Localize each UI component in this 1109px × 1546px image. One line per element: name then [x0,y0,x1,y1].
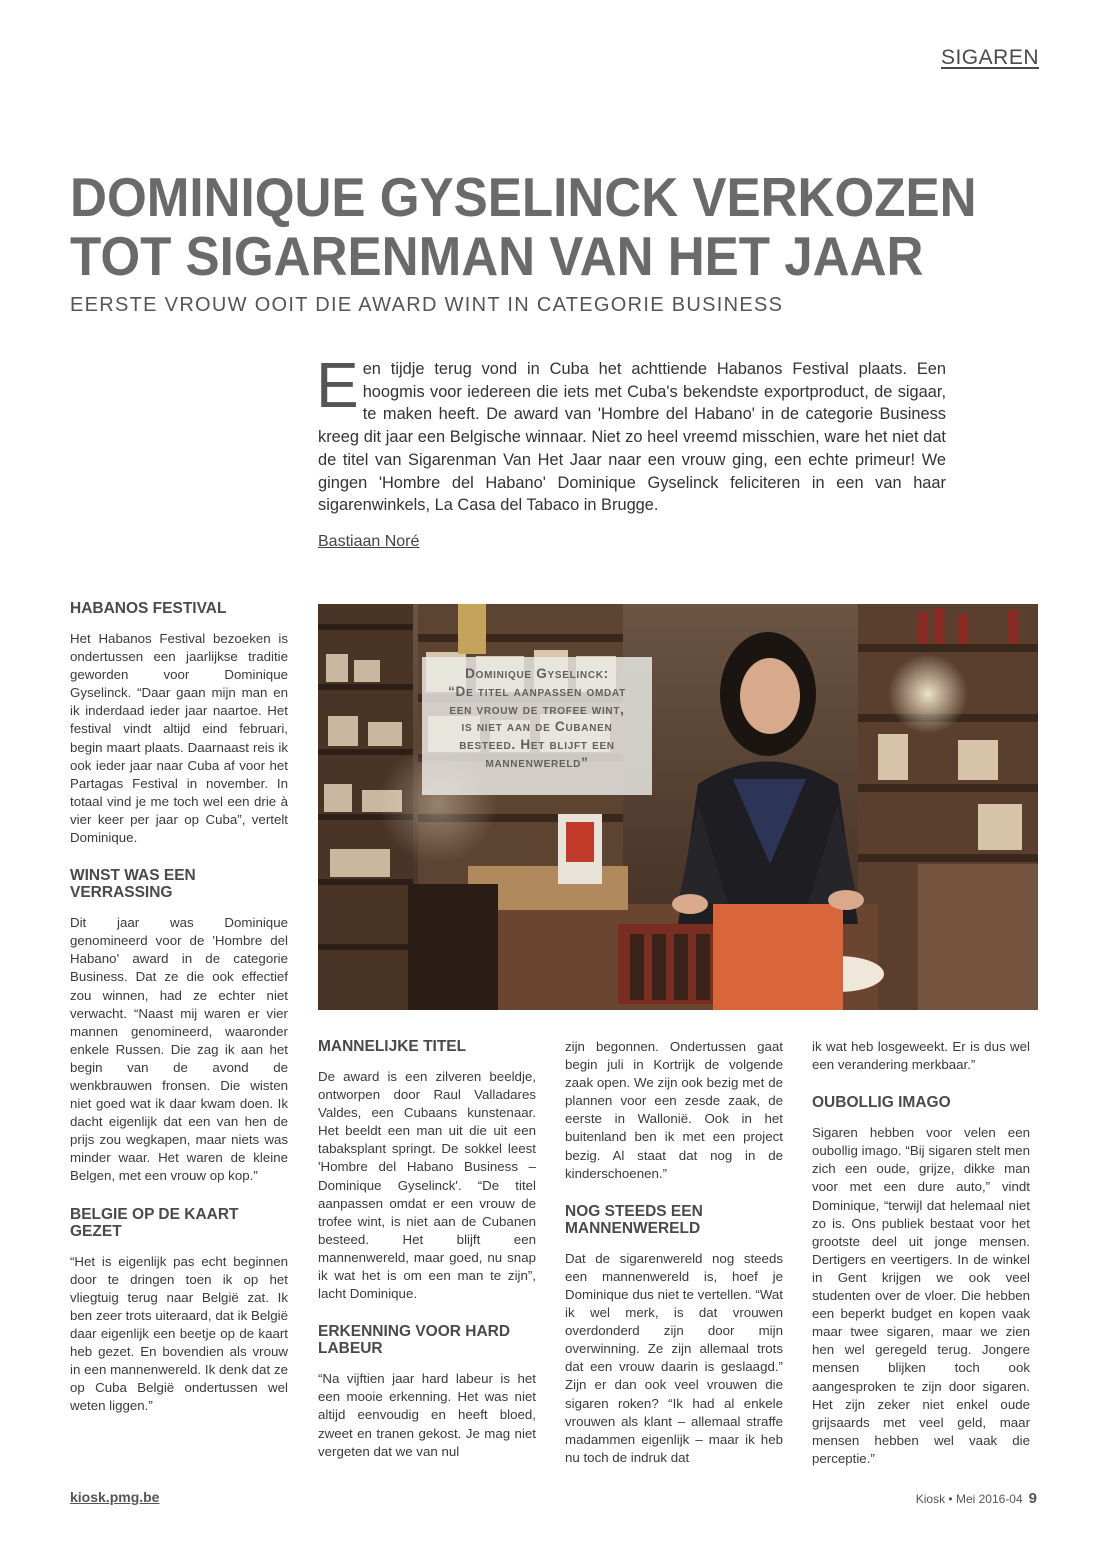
quote-line: besteed. Het blijft een [459,737,615,753]
website-link[interactable]: kiosk.pmg.be [70,1489,160,1505]
article-column-1 [70,600,288,1429]
pull-quote [422,657,652,795]
body-paragraph: Sigaren hebben voor velen een oubollig imago. “Bij sigaren stelt men zich een oude, grijze, dikke man voor met een dure auto,” vindt Dominique, “terwijl dat helemaal niet zo is. Ons publiek bestaat voor het grootste deel uit jonge mensen. Dertigers en veertigers. In de winkel in Gent krijgen we ook veel studenten over de vloer. Die hebben een beperkt budget en kopen vaak maar twee sigaren, maar we zien hen wel geregeld terug. Jongere mensen blijken toch ook aangesproken te zijn door sigaren. Het zijn zeker niet enkel oude grijsaards met veel geld, maar mensen hebben wel vaak die perceptie.” [812,1125,1030,1466]
body-paragraph: Het Habanos Festival bezoeken is ondertussen een jaarlijkse traditie geworden voor Dominique Gyselinck. “Daar gaan mijn man en ik inderdaad ieder jaar naartoe. Het festival vindt altijd eind februari, begin maart plaats. Daarnaast reis ik ook ieder jaar naar Cuba af voor het Partagas Festival in november. In totaal vind je me toch wel een drie à vier keer per jaar op Cuba”, vertelt Dominique. [70,631,288,846]
body-paragraph: “Na vijftien jaar hard labeur is het een mooie erkenning. Het was niet altijd eenvoudig en heeft bloed, zweet en tranen gekost. Je mag niet vergeten dat we van nul [318,1371,536,1459]
subheadline: EERSTE VROUW OOIT DIE AWARD WINT IN CATEGORIE BUSINESS [70,294,784,316]
section-tag: SIGAREN [940,46,1039,69]
section-heading-mannelijke-titel: MANNELIJKE TITEL [318,1038,467,1055]
headline [70,168,981,286]
article-column-2 [318,1038,536,1475]
body-paragraph: zijn begonnen. Ondertussen gaat begin juli in Kortrijk de volgende zaak open. We zijn ook bezig met de plannen voor een zesde zaak, de eerste in Wallonië. Ook in het buitenland ben ik met een project bezig. Al staat dat nog in de kinderschoenen.” [565,1039,783,1181]
quote-line: een vrouw de trofee wint, [449,701,625,717]
body-paragraph: “Het is eigenlijk pas echt beginnen door te dringen toen ik op het vliegtuig terug naar België zat. Ik ben zeer trots uiteraard, dat ik België daar eigenlijk een beetje op de kaart heb gezet. En bovendien als vrouw in een mannenwereld. Ik denk dat ze op Cuba België ondertussen wel weten liggen.” [70,1253,288,1414]
issue-info [916,1490,1037,1507]
headline-line-2: TOT SIGARENMAN VAN HET JAAR [70,225,924,287]
section-heading-winst: WINST WAS EEN VERRASSING [70,867,196,902]
intro-paragraph [316,349,946,517]
article-column-3 [565,1038,783,1481]
article-column-4 [812,1038,1030,1482]
quote-line: “De titel aanpassen omdat [448,683,626,699]
section-heading-belgie: BELGIE OP DE KAART GEZET [70,1205,239,1240]
drop-cap: E [316,349,359,421]
intro-text: en tijdje terug vond in Cuba het achttiende Habanos Festival plaats. Een hoogmis voor iedereen die iets met Cuba's bekendste exportproduct, de sigaar, te maken heeft. De award van 'Hombre del Habano' in de categorie Business kreeg dit jaar een Belgische winnaar. Niet zo heel vreemd misschien, ware het niet dat de titel van Sigarenman Van Het Jaar naar een vrouw ging, een echte primeur! We gingen 'Hombre del Habano' Dominique Gyselinck feliciteren in een van haar sigarenwinkels, La Casa del Tabaco in Brugge. [318,360,946,515]
page-number: 9 [1028,1490,1037,1507]
section-heading-habanos-festival: HABANOS FESTIVAL [70,600,227,617]
quote-line: Dominique Gyselinck: [465,666,609,681]
section-heading-oubollig-imago: OUBOLLIG IMAGO [812,1094,951,1112]
quote-line: mannenwereld” [485,754,589,770]
body-paragraph: Dit jaar was Dominique genomineerd voor de 'Hombre del Habano' award in de categorie Business. Dat ze die ook effectief zou winnen, had ze echter niet verwacht. “Naast mij waren er vier mannen genomineerd, waaronder enkele Russen. Die zag ik aan het begin van de avond de wenkbrauwen fronsen. Die wisten niet goed wat ik daar kwam doen. Ik dacht eigenlijk dat een van hen de prijs zou wegkapen, maar niets was minder waar. Het waren de kleine Belgen, met een vrouw op kop.” [70,915,288,1184]
section-heading-erkenning: ERKENNING VOOR HARD LABEUR [318,1323,511,1358]
section-heading-mannenwereld: NOG STEEDS EEN MANNENWERELD [565,1202,703,1237]
author-byline: Bastiaan Noré [318,533,420,550]
body-paragraph: De award is een zilveren beeldje, ontworpen door Raul Valladares Valdes, een Cubaans kunstenaar. Het beeldt een man uit die uit een tabaksplant springt. De sokkel leest 'Hombre del Habano Business – Dominique Gyselinck'. “De titel aanpassen omdat er een vrouw de trofee wint, is niet aan de Cubanen besteed. Het blijft een mannenwereld, maar goed, nu snap ik wat het is om een man te zijn”, lacht Dominique. [318,1069,536,1302]
quote-line: is niet aan de Cubanen [461,719,613,735]
headline-line-1: DOMINIQUE GYSELINCK VERKOZEN [70,166,977,228]
body-paragraph: Dat de sigarenwereld nog steeds een mannenwereld is, hoef je Dominique dus niet te vertellen. “Wat ik wel merk, is dat vrouwen overdonderd zijn door mijn overwinning. Ze zijn allemaal trots dat een vrouw daarin is geslaagd.” Zijn er dan ook veel vrouwen die sigaren roken? “Ik had al enkele vrouwen als klant – allemaal straffe madammen eigenlijk – maar ik heb nu toch de indruk dat [565,1250,783,1465]
body-paragraph: ik wat heb losgeweekt. Er is dus wel een verandering merkbaar.” [812,1039,1030,1073]
issue-label: Kiosk • Mei 2016-04 [915,1492,1023,1506]
